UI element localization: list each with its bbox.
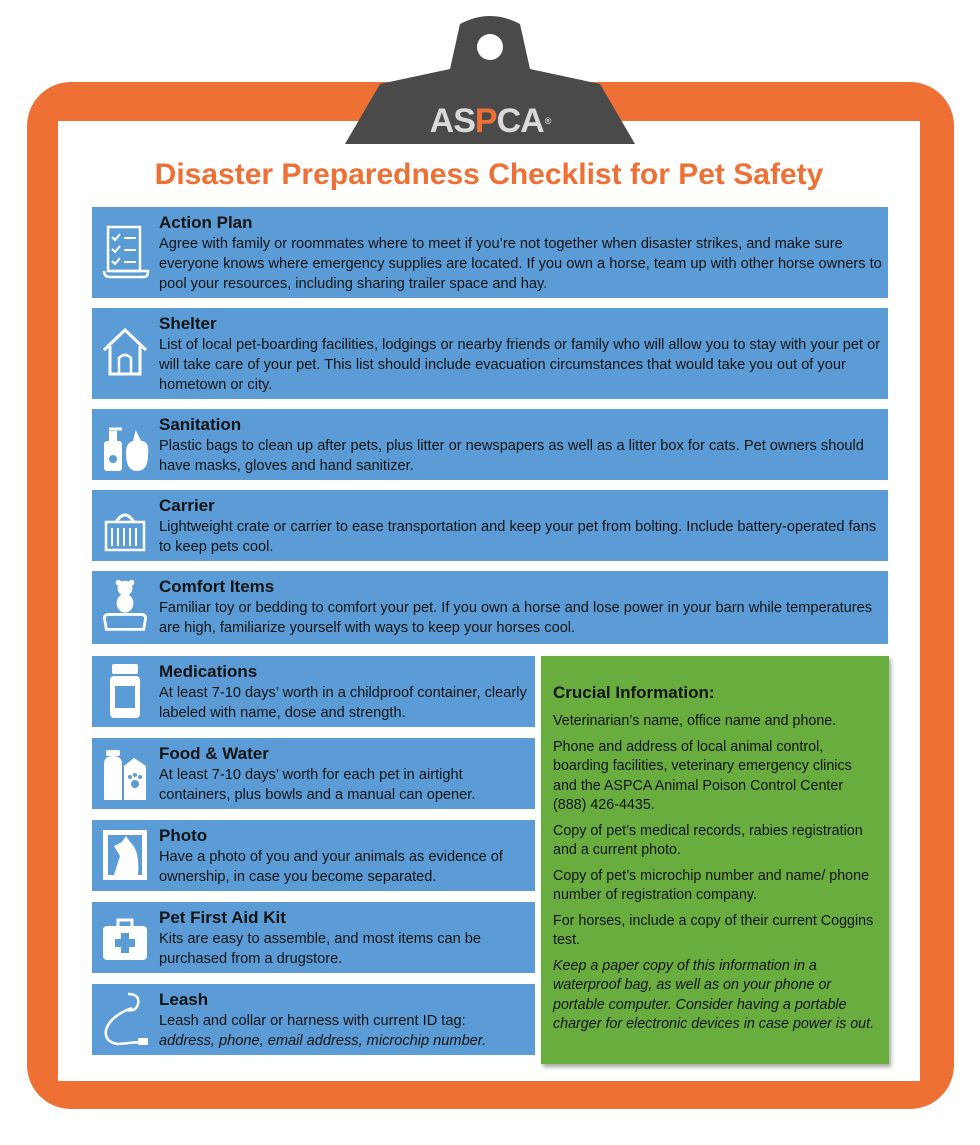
- checklist-scroll-icon: [100, 221, 150, 279]
- item-heading: Carrier: [159, 496, 215, 515]
- leash-icon: [100, 990, 150, 1048]
- item-heading: Comfort Items: [159, 577, 275, 596]
- item-body: Plastic bags to clean up after pets, plus litter or newspapers as well as a litter box for cats. Pet owners should have masks, gloves and hand sanitizer.: [159, 438, 864, 474]
- crucial-heading: Crucial Information:: [553, 683, 715, 702]
- item-heading: Leash: [159, 990, 209, 1009]
- checklist-item-leash: [92, 984, 535, 1055]
- item-body: Kits are easy to assemble, and most items can be purchased from a drugstore.: [159, 931, 482, 967]
- house-icon: [100, 322, 150, 380]
- item-body: Lightweight crate or carrier to ease transportation and keep your pet from bolting. Include battery-operated fans to keep pets cool.: [159, 519, 877, 555]
- item-body: Have a photo of you and your animals as evidence of ownership, in case you become separated.: [159, 849, 503, 885]
- checklist-item-photo: [92, 820, 535, 891]
- item-body: Familiar toy or bedding to comfort your pet. If you own a horse and lose power in your barn while temperatures are high, familiarize yourself with ways to keep your horses cool.: [159, 600, 873, 636]
- first-aid-kit-icon: [100, 908, 150, 966]
- crucial-information-panel: [541, 656, 889, 1064]
- item-body-italic: address, phone, email address, microchip number.: [159, 1033, 487, 1049]
- page-title: Disaster Preparedness Checklist for Pet Safety: [154, 158, 824, 191]
- crucial-line: Phone and address of local animal control, boarding facilities, veterinary emergency clinics and the ASPCA Animal Poison Control Center (888) 426-4435.: [553, 738, 852, 813]
- item-heading: Action Plan: [159, 213, 253, 232]
- item-body: Agree with family or roommates where to meet if you’re not together when disaster strikes, and make sure everyone knows where emergency supplies are located. If you own a horse, team up with other horse owners to pool your resources, including sharing trailer space and hay.: [159, 236, 882, 292]
- crucial-line: Copy of pet’s microchip number and name/ phone number of registration company.: [553, 867, 870, 903]
- food-water-icon: [100, 744, 150, 802]
- checklist-item-food-water: [92, 738, 535, 809]
- item-heading: Pet First Aid Kit: [159, 908, 286, 927]
- item-heading: Sanitation: [159, 415, 242, 434]
- item-body: Leash and collar or harness with current ID tag: address, phone, email address, microchip number.: [159, 1013, 487, 1049]
- crucial-line: Veterinarian’s name, office name and phone.: [553, 713, 837, 729]
- item-heading: Shelter: [159, 314, 217, 333]
- item-heading: Food & Water: [159, 744, 269, 763]
- checklist-item-action-plan: [92, 207, 888, 298]
- horse-photo-icon: [100, 826, 150, 884]
- item-body: List of local pet-boarding facilities, lodgings or nearby friends or family who will allow you to stay with your pet or will take care of your pet. This list should include evacuation circumstances that would take you out of your hometown or city.: [159, 337, 881, 393]
- checklist-item-shelter: [92, 308, 888, 399]
- item-heading: Medications: [159, 662, 258, 681]
- checklist-item-first-aid-kit: [92, 902, 535, 973]
- checklist-item-comfort-items: [92, 571, 888, 644]
- checklist-item-medications: [92, 656, 535, 727]
- pet-carrier-icon: [100, 498, 150, 556]
- item-body: At least 7-10 days’ worth in a childproof container, clearly labeled with name, dose and strength.: [159, 685, 527, 721]
- pill-bottle-icon: [100, 662, 150, 720]
- aspca-logo: ASPCA®: [429, 102, 551, 140]
- crucial-line: For horses, include a copy of their current Coggins test.: [553, 912, 874, 948]
- sanitizer-bag-icon: [100, 417, 150, 475]
- item-body: At least 7-10 days’ worth for each pet in airtight containers, plus bowls and a manual can opener.: [159, 767, 476, 803]
- item-heading: Photo: [159, 826, 208, 845]
- checklist-item-sanitation: [92, 409, 888, 480]
- crucial-line: Copy of pet’s medical records, rabies registration and a current photo.: [553, 822, 863, 858]
- checklist-item-carrier: [92, 490, 888, 561]
- crucial-note: Keep a paper copy of this information in a waterproof bag, as well as on your phone or portable computer. Consider having a portable charger for electronic devices in case power is out.: [553, 957, 875, 1032]
- teddy-bear-bed-icon: [100, 577, 150, 635]
